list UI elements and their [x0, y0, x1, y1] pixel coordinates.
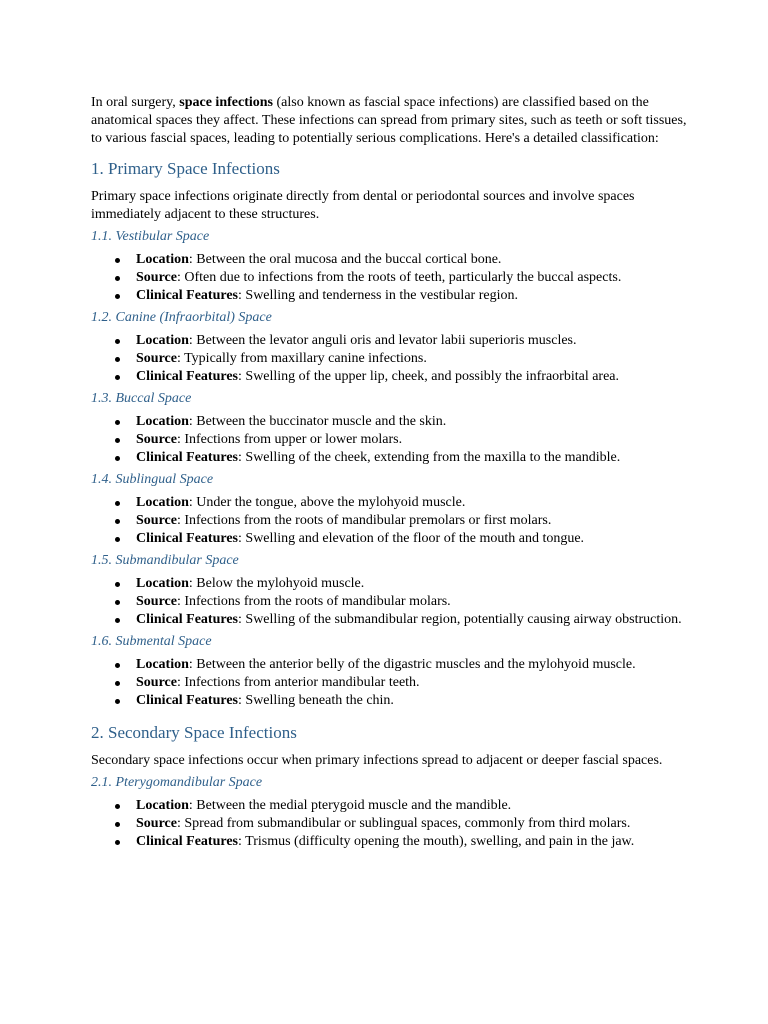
list-item-clinical: Clinical Features: Swelling and tenderness in the vestibular region.	[136, 287, 688, 305]
subsection-heading: 1.4. Sublingual Space	[91, 472, 214, 487]
subsection-heading: 1.6. Submental Space	[91, 634, 212, 649]
list-item-source: Source: Often due to infections from the roots of teeth, particularly the buccal aspects.	[136, 269, 688, 287]
bullet-list	[91, 251, 688, 305]
list-item-location: Location: Under the tongue, above the mylohyoid muscle.	[136, 494, 688, 512]
bullet-list	[91, 656, 688, 710]
bullet-list	[91, 494, 688, 548]
intro-bold-term: space infections	[179, 95, 273, 110]
bullet-list	[91, 575, 688, 629]
intro-paragraph: In oral surgery, space infections (also known as fascial space infections) are classified based on the anatomical spaces they affect. These infections can spread from primary sites, such as teeth or soft tissues, to various fascial spaces, leading to potentially serious complications. Here's a detailed classification:	[91, 95, 687, 146]
list-item-clinical: Clinical Features: Trismus (difficulty opening the mouth), swelling, and pain in the jaw.	[136, 833, 688, 851]
list-item-location: Location: Between the levator anguli oris and levator labii superioris muscles.	[136, 332, 688, 350]
bullet-list	[91, 413, 688, 467]
list-item-clinical: Clinical Features: Swelling and elevation of the floor of the mouth and tongue.	[136, 530, 688, 548]
section-heading: 2. Secondary Space Infections	[91, 723, 297, 742]
section-intro: Secondary space infections occur when primary infections spread to adjacent or deeper fascial spaces.	[91, 753, 663, 768]
list-item-clinical: Clinical Features: Swelling of the cheek, extending from the maxilla to the mandible.	[136, 449, 688, 467]
list-item-location: Location: Between the buccinator muscle and the skin.	[136, 413, 688, 431]
subsection-heading: 1.5. Submandibular Space	[91, 553, 239, 568]
list-item-location: Location: Between the anterior belly of the digastric muscles and the mylohyoid muscle.	[136, 656, 688, 674]
list-item-source: Source: Infections from anterior mandibular teeth.	[136, 674, 688, 692]
list-item-source: Source: Infections from the roots of mandibular molars.	[136, 593, 688, 611]
list-item-location: Location: Between the oral mucosa and the buccal cortical bone.	[136, 251, 688, 269]
list-item-location: Location: Between the medial pterygoid muscle and the mandible.	[136, 797, 688, 815]
section-heading: 1. Primary Space Infections	[91, 159, 280, 178]
subsection-heading: 1.1. Vestibular Space	[91, 229, 210, 244]
subsection-heading: 2.1. Pterygomandibular Space	[91, 775, 263, 790]
list-item-clinical: Clinical Features: Swelling beneath the chin.	[136, 692, 688, 710]
list-item-location: Location: Below the mylohyoid muscle.	[136, 575, 688, 593]
list-item-source: Source: Infections from the roots of mandibular premolars or first molars.	[136, 512, 688, 530]
list-item-source: Source: Infections from upper or lower molars.	[136, 431, 688, 449]
bullet-list	[91, 332, 688, 386]
subsection-heading: 1.3. Buccal Space	[91, 391, 192, 406]
section-intro: Primary space infections originate directly from dental or periodontal sources and involve spaces immediately adjacent to these structures.	[91, 189, 635, 222]
list-item-source: Source: Spread from submandibular or sublingual spaces, commonly from third molars.	[136, 815, 688, 833]
list-item-clinical: Clinical Features: Swelling of the submandibular region, potentially causing airway obstruction.	[136, 611, 688, 629]
subsection-heading: 1.2. Canine (Infraorbital) Space	[91, 310, 272, 325]
list-item-source: Source: Typically from maxillary canine infections.	[136, 350, 688, 368]
bullet-list	[91, 797, 688, 851]
list-item-clinical: Clinical Features: Swelling of the upper lip, cheek, and possibly the infraorbital area.	[136, 368, 688, 386]
